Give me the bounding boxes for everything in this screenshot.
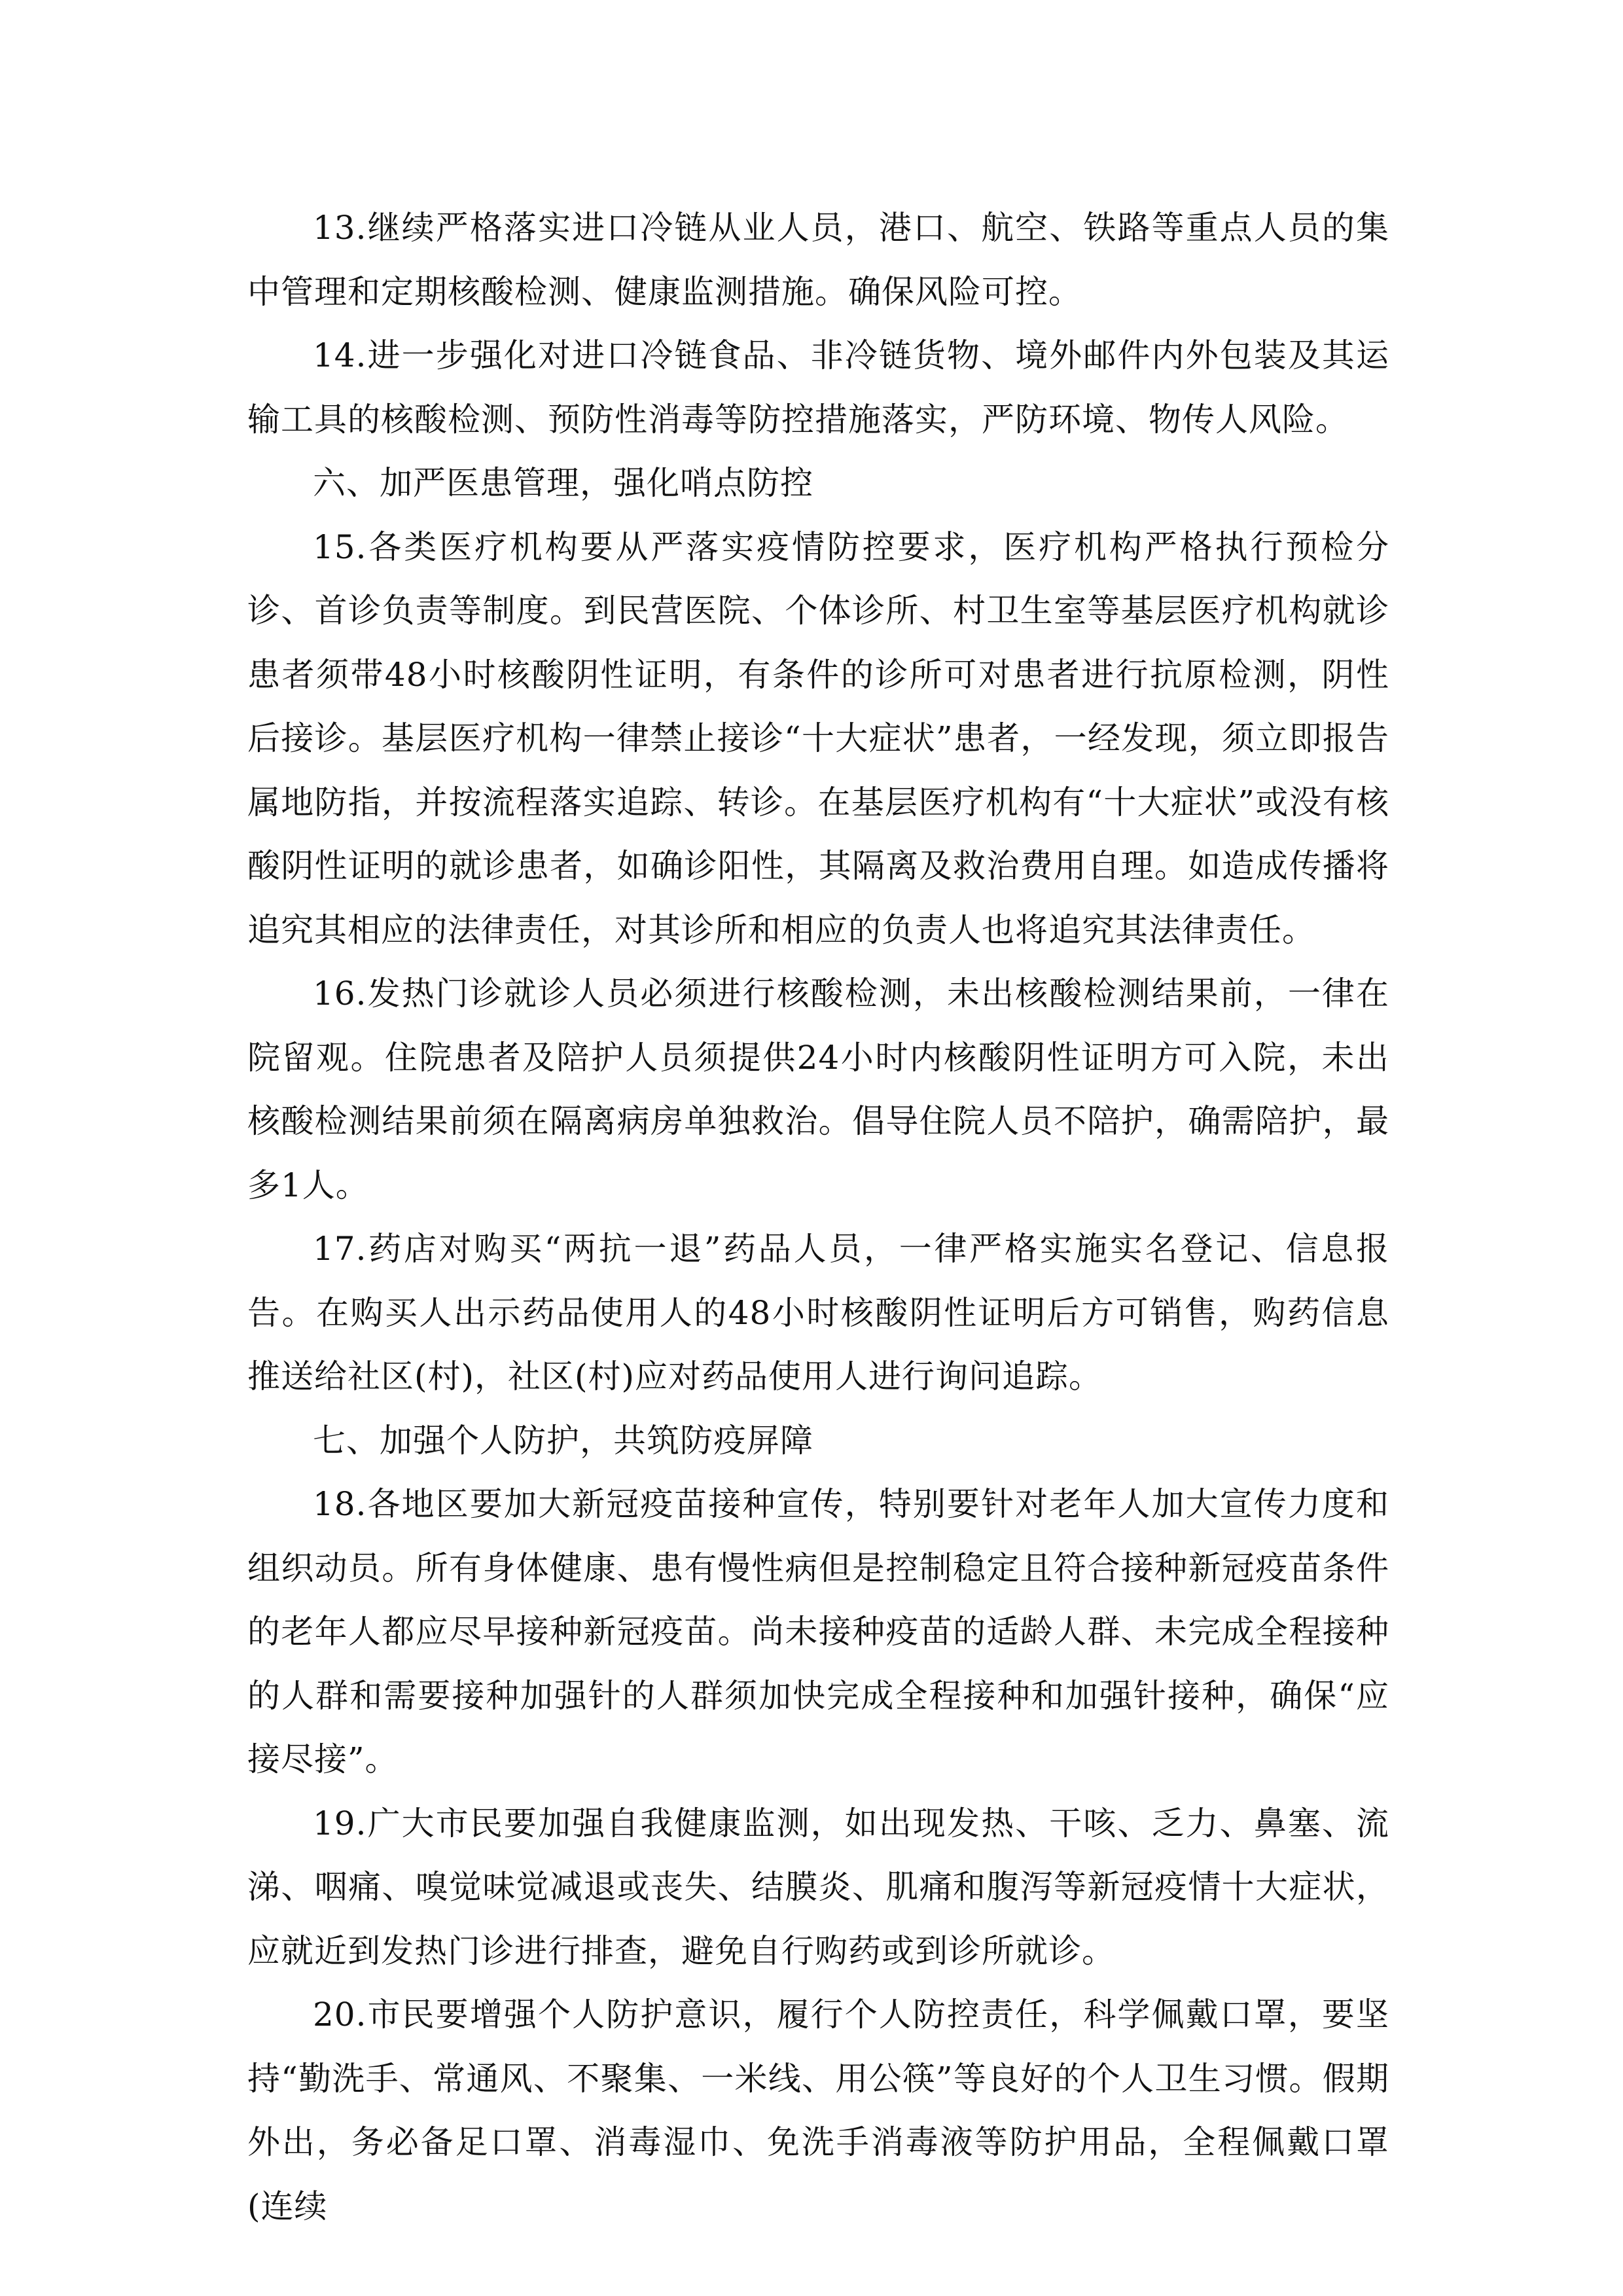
paragraph-item-16: 16.发热门诊就诊人员必须进行核酸检测，未出核酸检测结果前，一律在院留观。住院患者及陪护人员须提供24小时内核酸阴性证明方可入院，未出核酸检测结果前须在隔离病房单独救治。倡导住院人员不陪护，确需陪护，最多1人。 bbox=[247, 975, 1389, 1204]
paragraph-item-15: 15.各类医疗机构要从严落实疫情防控要求，医疗机构严格执行预检分诊、首诊负责等制度。到民营医院、个体诊所、村卫生室等基层医疗机构就诊患者须带48小时核酸阴性证明，有条件的诊所可对患者进行抗原检测，阴性后接诊。基层医疗机构一律禁止接诊“十大症状”患者，一经发现，须立即报告属地防指，并按流程落实追踪、转诊。在基层医疗机构有“十大症状”或没有核酸阴性证明的就诊患者，如确诊阳性，其隔离及救治费用自理。如造成传播将追究其相应的法律责任，对其诊所和相应的负责人也将追究其法律责任。 bbox=[247, 528, 1389, 949]
section-heading-7: 七、加强个人防护，共筑防疫屏障 bbox=[313, 1421, 813, 1460]
paragraph-item-13: 13.继续严格落实进口冷链从业人员，港口、航空、铁路等重点人员的集中管理和定期核酸检测、健康监测措施。确保风险可控。 bbox=[247, 209, 1389, 311]
paragraph-item-14: 14.进一步强化对进口冷链食品、非冷链货物、境外邮件内外包装及其运输工具的核酸检测、预防性消毒等防控措施落实，严防环境、物传人风险。 bbox=[247, 336, 1389, 439]
paragraph-item-18: 18.各地区要加大新冠疫苗接种宣传，特别要针对老年人加大宣传力度和组织动员。所有身体健康、患有慢性病但是控制稳定且符合接种新冠疫苗条件的老年人都应尽早接种新冠疫苗。尚未接种疫苗的适龄人群、未完成全程接种的人群和需要接种加强针的人群须加快完成全程接种和加强针接种，确保“应接尽接”。 bbox=[247, 1485, 1389, 1778]
paragraph-item-19: 19.广大市民要加强自我健康监测，如出现发热、干咳、乏力、鼻塞、流涕、咽痛、嗅觉味觉减退或丧失、结膜炎、肌痛和腹泻等新冠疫情十大症状，应就近到发热门诊进行排查，避免自行购药或到诊所就诊。 bbox=[247, 1804, 1389, 1970]
paragraph-item-20: 20.市民要增强个人防护意识，履行个人防控责任，科学佩戴口罩，要坚持“勤洗手、常通风、不聚集、一米线、用公筷”等良好的个人卫生习惯。假期外出，务必备足口罩、消毒湿巾、免洗手消毒液等防护用品，全程佩戴口罩(连续 bbox=[247, 1996, 1389, 2225]
paragraph-item-17: 17.药店对购买“两抗一退”药品人员，一律严格实施实名登记、信息报告。在购买人出示药品使用人的48小时核酸阴性证明后方可销售，购药信息推送给社区(村)，社区(村)应对药品使用人进行询问追踪。 bbox=[247, 1230, 1389, 1395]
document-body bbox=[247, 196, 1389, 2238]
section-heading-6: 六、加严医患管理，强化哨点防控 bbox=[313, 464, 813, 502]
